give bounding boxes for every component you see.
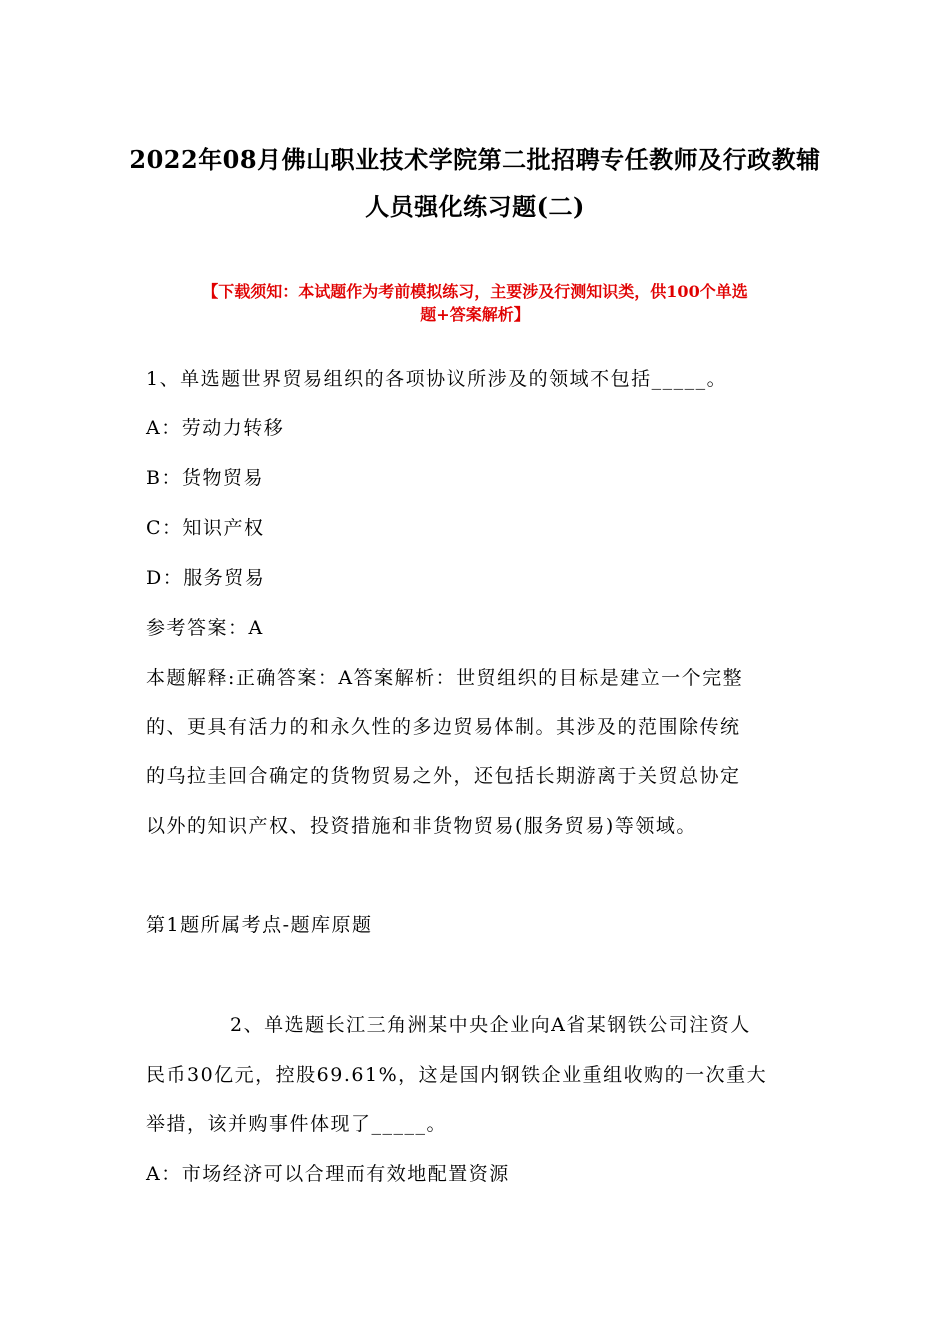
download-notice-line-2: 题+答案解析】	[420, 305, 530, 324]
document-title-line-2: 人员强化练习题(二)	[365, 192, 585, 221]
question-1-stem: 1、单选题世界贸易组织的各项协议所涉及的领域不包括_____。	[146, 368, 728, 390]
question-1-explanation-line-4: 以外的知识产权、投资措施和非货物贸易(服务贸易)等领域。	[146, 815, 697, 837]
question-1-answer: 参考答案：A	[146, 617, 264, 639]
question-1-option-d: D：服务贸易	[146, 567, 266, 589]
question-2-stem-line-2: 民币30亿元，控股69.61%，这是国内钢铁企业重组收购的一次重大	[146, 1064, 768, 1086]
question-2-stem-line-3: 举措，该并购事件体现了_____。	[146, 1113, 448, 1135]
question-1-explanation-line-2: 的、更具有活力的和永久性的多边贸易体制。其涉及的范围除传统	[146, 716, 741, 738]
question-1-option-b: B：货物贸易	[146, 467, 264, 489]
download-notice-line-1: 【下载须知：本试题作为考前模拟练习，主要涉及行测知识类，供100个单选	[202, 282, 748, 301]
question-1-option-a: A：劳动力转移	[146, 417, 285, 439]
question-1-explanation-line-1: 本题解释:正确答案：A答案解析：世贸组织的目标是建立一个完整	[146, 667, 744, 689]
document-title-line-1: 2022年08月佛山职业技术学院第二批招聘专任教师及行政教辅	[129, 145, 821, 174]
question-1-explanation-line-3: 的乌拉圭回合确定的货物贸易之外，还包括长期游离于关贸总协定	[146, 765, 741, 787]
question-1-option-c: C：知识产权	[146, 517, 265, 539]
question-1-topic: 第1题所属考点-题库原题	[146, 914, 373, 936]
question-2-stem-line-1: 2、单选题长江三角洲某中央企业向A省某钢铁公司注资人	[230, 1014, 751, 1036]
question-2-option-a: A：市场经济可以合理而有效地配置资源	[146, 1163, 510, 1185]
